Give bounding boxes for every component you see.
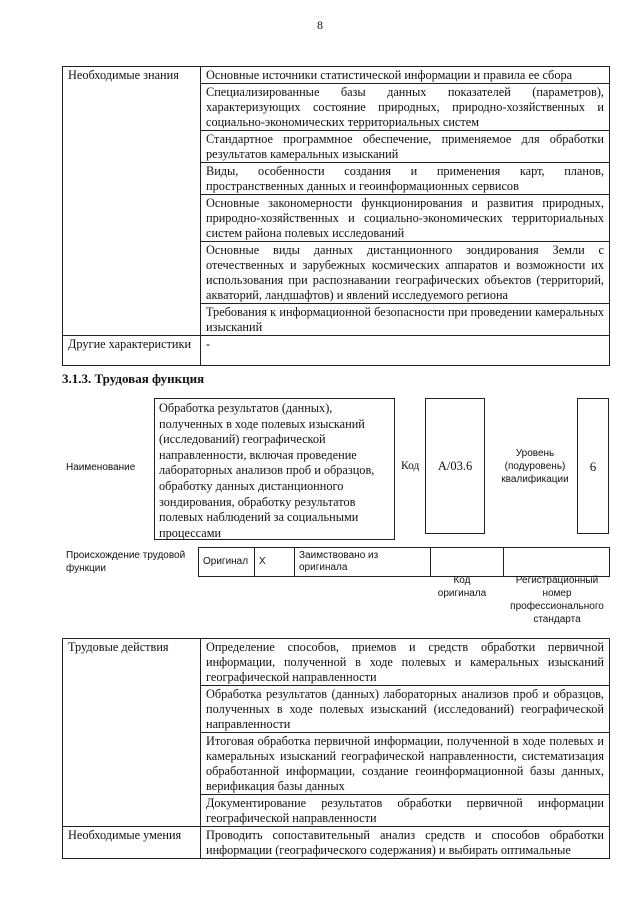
name-label: Наименование	[66, 462, 136, 473]
row-label-knowledge: Необходимые знания	[63, 67, 201, 336]
actions-table	[62, 638, 610, 859]
function-name-box: Обработка результатов (данных), полученных в ходе полевых изысканий (исследований) географической направленности, включая проведение лабораторных анализов проб и образцов, обработку данных дистанционного зондирования, обработку результатов полевых наблюдений за социальными процессами	[154, 398, 395, 540]
knowledge-item: Основные виды данных дистанционного зондирования Земли с отечественных и зарубежных космических аппаратов и возможности их использования при распознавании географических объектов (территорий, акваторий, ландшафтов) и явлений исследуемого региона	[201, 242, 610, 304]
level-label: Уровень (подуровень) квалификации	[501, 448, 569, 485]
knowledge-item: Виды, особенности создания и применения карт, планов, пространственных данных и геоинформационных сервисов	[201, 163, 610, 195]
knowledge-table	[62, 66, 610, 366]
knowledge-item: Основные источники статистической информации и правила ее сбора	[201, 67, 610, 84]
origin-label: Происхождение трудовой функции	[66, 550, 186, 574]
skill-item: Проводить сопоставительный анализ средств и способов обработки информации (географического содержания) и выбирать оптимальные	[201, 827, 610, 859]
original-mark: X	[255, 548, 295, 577]
section-title: 3.1.3. Трудовая функция	[62, 371, 205, 386]
knowledge-item: Требования к информационной безопасности при проведении камеральных изысканий	[201, 304, 610, 336]
knowledge-item: Специализированные базы данных показателей (параметров), характеризующих состояние природных, природно-хозяйственных и социально-экономических территориальных систем	[201, 84, 610, 131]
code-label: Код	[401, 460, 420, 472]
function-code-box: А/03.6	[425, 398, 485, 534]
borrowed-label: Заимствовано из оригинала	[295, 548, 431, 577]
row-label-actions: Трудовые действия	[63, 639, 201, 827]
original-label: Оригинал	[199, 548, 255, 577]
other-characteristics-value: -	[201, 336, 610, 366]
knowledge-item: Стандартное программное обеспечение, применяемое для обработки результатов камеральных изысканий	[201, 131, 610, 163]
row-label-skills: Необходимые умения	[63, 827, 201, 859]
knowledge-item: Основные закономерности функционирования и развития природных, природно-хозяйственных и социально-экономических территориальных систем района полевых исследований	[201, 195, 610, 242]
row-label-other: Другие характеристики	[63, 336, 201, 366]
action-item: Обработка результатов (данных) лабораторных анализов проб и образцов, полученных в ходе полевых изысканий (исследований) географической направленности	[201, 686, 610, 733]
page-number: 8	[317, 18, 323, 32]
action-item: Итоговая обработка первичной информации, полученной в ходе полевых и камеральных изысканий географической направленности, систематизация обработанной информации, создание геоинформационной базы данных, верификация базы данных	[201, 733, 610, 795]
level-value-box: 6	[577, 398, 609, 534]
original-code-cell	[431, 548, 504, 577]
action-item: Определение способов, приемов и средств обработки первичной информации, полученной в ходе полевых и камеральных изысканий географической направленности	[201, 639, 610, 686]
origin-table	[198, 547, 610, 577]
caption-original-code: Код оригинала	[437, 575, 487, 599]
caption-registration-number: Регистрационный номер профессионального стандарта	[510, 575, 604, 625]
action-item: Документирование результатов обработки первичной информации географической направленности	[201, 795, 610, 827]
registration-number-cell	[504, 548, 610, 577]
